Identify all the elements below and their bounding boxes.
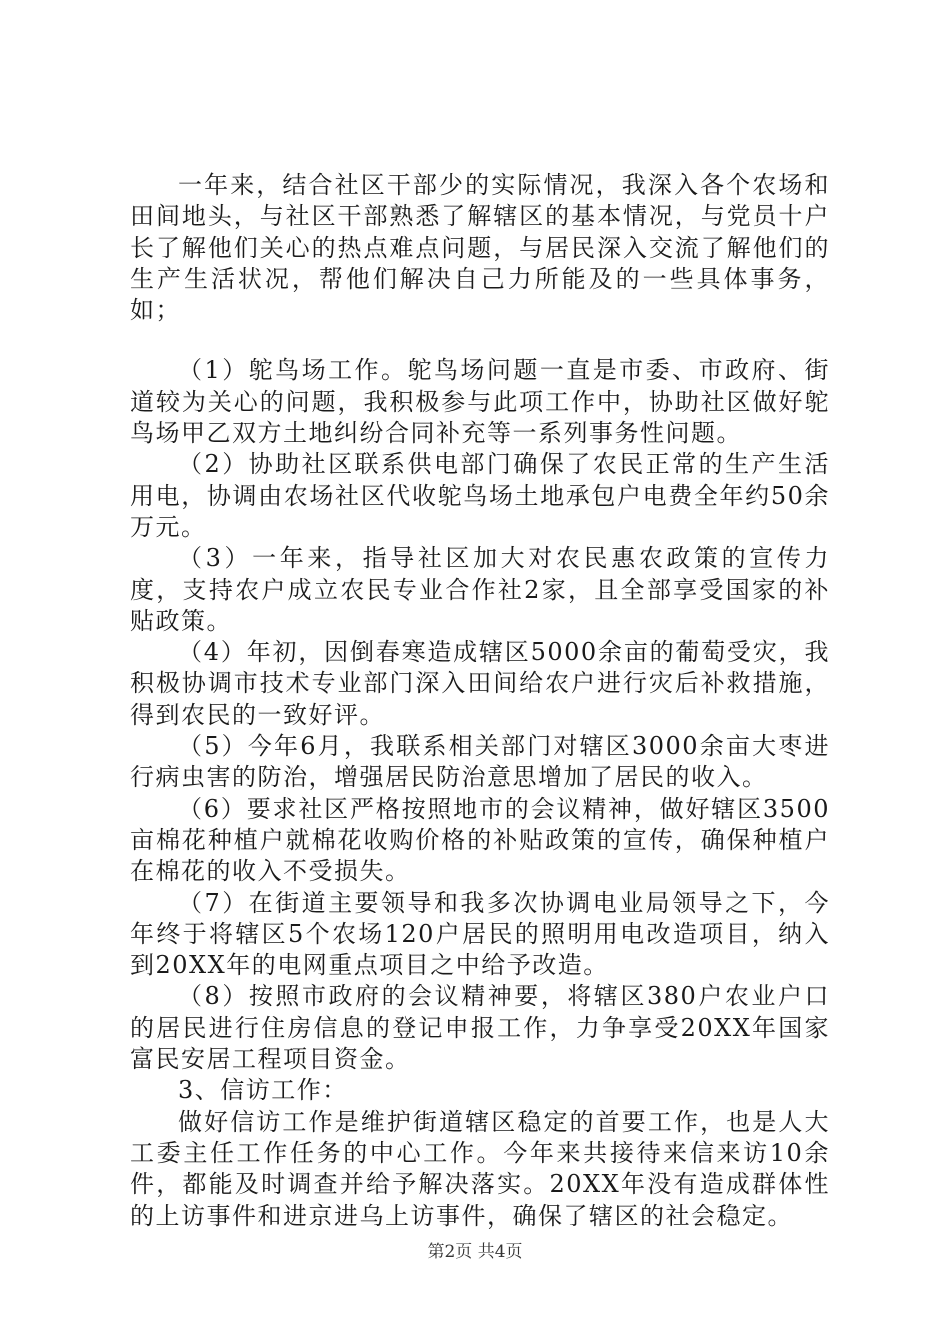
paragraph-intro: 一年来，结合社区干部少的实际情况，我深入各个农场和田间地头，与社区干部熟悉了解辖区的基本情况，与党员十户长了解他们关心的热点难点问题，与居民深入交流了解他们的生产生活状况，帮他们解决自己力所能及的一些具体事务，如；: [130, 171, 830, 325]
paragraph-item-7: （7）在街道主要领导和我多次协调电业局领导之下，今年终于将辖区5个农场120户居民的照明用电改造项目，纳入到20XX年的电网重点项目之中给予改造。: [130, 888, 830, 980]
paragraph-item-4: （4）年初，因倒春寒造成辖区5000余亩的葡萄受灾，我积极协调市技术专业部门深入田间给农户进行灾后补救措施，得到农民的一致好评。: [130, 638, 830, 729]
paragraph-item-1: （1）鸵鸟场工作。鸵鸟场问题一直是市委、市政府、街道较为关心的问题，我积极参与此项工作中，协助社区做好鸵鸟场甲乙双方土地纠纷合同补充等一系列事务性问题。: [130, 356, 830, 448]
paragraph-petitions: 做好信访工作是维护街道辖区稳定的首要工作，也是人大工委主任工作任务的中心工作。今年来共接待来信来访10余件，都能及时调查并给予解决落实。20XX年没有造成群体性的上访事件和进京进乌上访事件，确保了辖区的社会稳定。: [130, 1107, 830, 1230]
paragraph-item-5: （5）今年6月，我联系相关部门对辖区3000余亩大枣进行病虫害的防治，增强居民防治意思增加了居民的收入。: [130, 732, 830, 792]
paragraph-item-8: （8）按照市政府的会议精神要，将辖区380户农业户口的居民进行住房信息的登记申报工作，力争享受20XX年国家富民安居工程项目资金。: [130, 982, 830, 1074]
section-heading-petitions: 3、信访工作：: [178, 1076, 348, 1105]
document-body: [130, 170, 830, 1232]
page-number-footer: 第2页 共4页: [427, 1242, 523, 1262]
paragraph-item-2: （2）协助社区联系供电部门确保了农民正常的生产生活用电，协调由农场社区代收鸵鸟场土地承包户电费全年约50余万元。: [130, 450, 830, 541]
paragraph-item-6: （6）要求社区严格按照地市的会议精神，做好辖区3500亩棉花种植户就棉花收购价格的补贴政策的宣传，确保种植户在棉花的收入不受损失。: [130, 794, 830, 886]
paragraph-item-3: （3）一年来，指导社区加大对农民惠农政策的宣传力度，支持农户成立农民专业合作社2家，且全部享受国家的补贴政策。: [130, 544, 830, 635]
